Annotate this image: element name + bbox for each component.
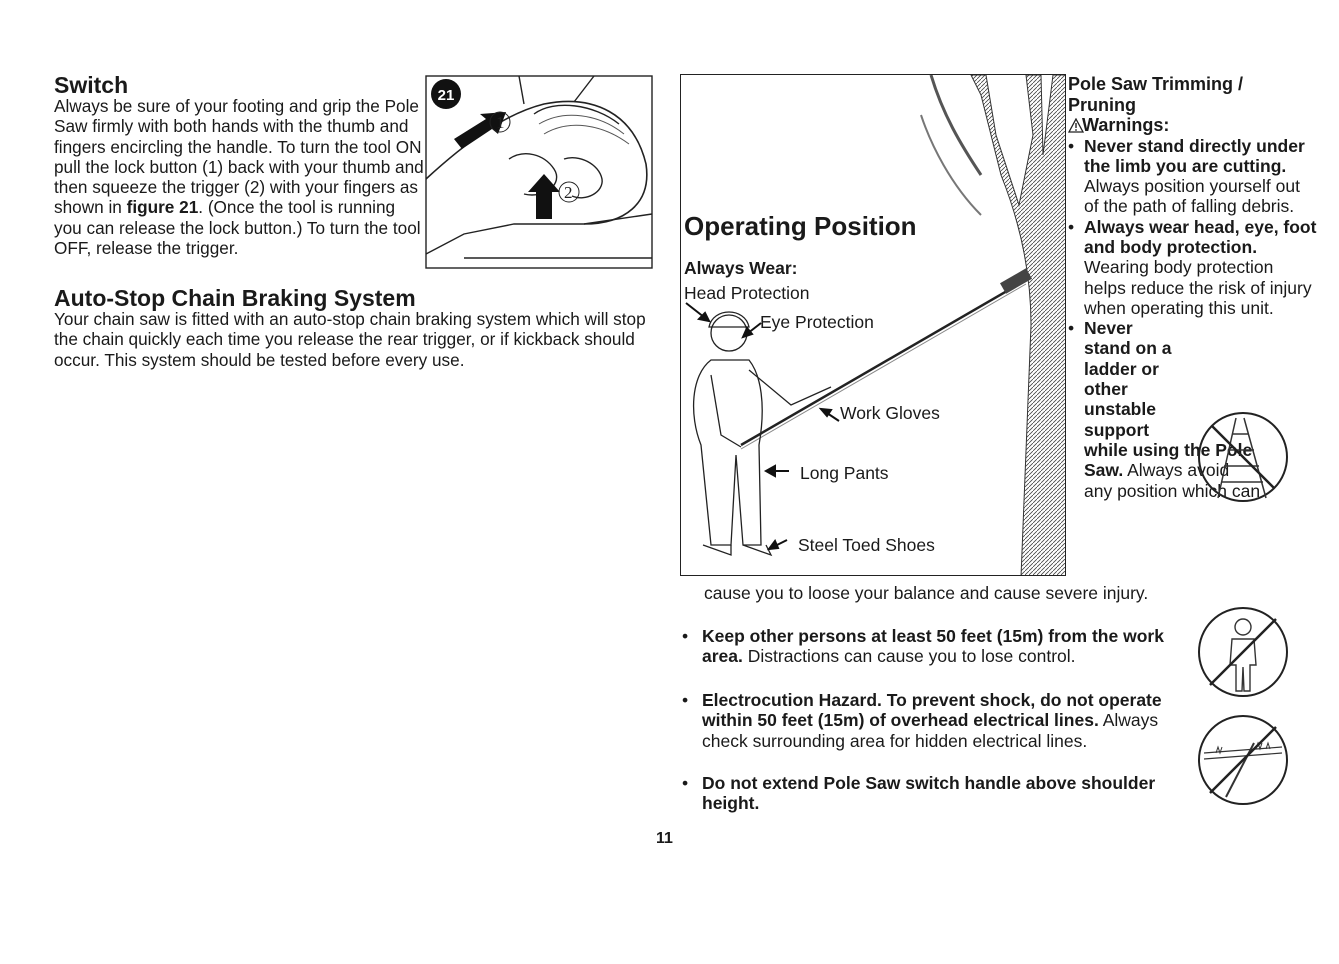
label-work-gloves: Work Gloves (840, 403, 940, 423)
figure-ref: figure 21 (126, 197, 199, 218)
bullet-2-bold: Electrocution Hazard. To prevent shock, do not operate within 50 feet (15m) of overhead electrical lines. (702, 690, 1162, 731)
bullet: • (682, 773, 689, 793)
warning-item-2 (1068, 217, 1318, 318)
switch-heading: Switch (54, 72, 129, 98)
warnings-label: Warnings: (1082, 115, 1170, 135)
bullet-electrocution-hazard (680, 690, 1180, 751)
callout-2: 2 (564, 183, 573, 202)
bullet: • (682, 626, 689, 646)
warning-3-bold-end: Saw. (1084, 460, 1124, 481)
warning-3-line: other (1084, 379, 1128, 400)
bullet: • (1068, 135, 1075, 156)
warning-3-line: unstable (1084, 399, 1156, 420)
callout-1: 1 (496, 113, 505, 132)
bullet: • (1068, 318, 1075, 339)
warning-3-continuation: cause you to loose your balance and cause severe injury. (704, 583, 1149, 603)
label-long-pants: Long Pants (800, 463, 889, 483)
warning-2-bold: Always wear head, eye, foot and body protection. (1084, 216, 1317, 257)
label-head-protection: Head Protection (684, 283, 810, 303)
warning-1-text: Always position yourself out of the path of falling debris. (1084, 176, 1300, 217)
warning-triangle-icon (1068, 118, 1084, 133)
warning-3-line: Never (1084, 318, 1133, 339)
page-number: 11 (656, 830, 673, 847)
bullet-2-text: Always check surrounding area for hidden electrical lines. (702, 710, 1159, 751)
label-steel-toed-shoes: Steel Toed Shoes (798, 535, 935, 555)
switch-text-2: . (Once the tool is running you can release the lock button.) To turn the tool OFF, release the trigger. (54, 197, 421, 259)
no-power-lines-icon (1196, 713, 1290, 807)
trimming-title-2: Pruning (1068, 94, 1136, 115)
operating-position-title: Operating Position (684, 211, 917, 241)
autostop-body: Your chain saw is fitted with an auto-stop chain braking system which will stop the chain quickly each time you release the rear trigger, or if kickback should occur. This system should be tested before every use. (54, 309, 646, 370)
trigger-arrow-icon (528, 174, 560, 219)
bullet-1-text: Distractions can cause you to lose control. (742, 646, 1076, 667)
switch-body (54, 96, 426, 258)
bullet: • (682, 690, 689, 710)
no-bystanders-icon (1196, 605, 1290, 699)
autostop-heading: Auto-Stop Chain Braking System (54, 285, 416, 311)
figure-badge-number: 21 (437, 87, 455, 104)
warning-3-line: stand on a (1084, 338, 1172, 359)
warning-3-text-b: any position which can (1084, 480, 1261, 501)
bullet-shoulder-height (680, 773, 1180, 814)
bullet: • (1068, 216, 1075, 237)
bullet-1-bold: Keep other persons at least 50 feet (15m) from the work area. (702, 626, 1164, 667)
bullet-keep-persons-away (680, 626, 1180, 667)
warnings-heading (1068, 115, 1318, 136)
bullet-3-bold: Do not extend Pole Saw switch handle above shoulder height. (702, 773, 1156, 814)
label-eye-protection: Eye Protection (760, 312, 874, 332)
switch-text-1: Always be sure of your footing and grip the Pole Saw firmly with both hands with the thumb and fingers encircling the handle. To turn the tool ON pull the lock button (1) back with your thumb and then squeeze the trigger (2) with your fingers as shown in (54, 96, 424, 218)
warning-3-line: support (1084, 419, 1150, 440)
warning-1-bold: Never stand directly under the limb you are cutting. (1084, 135, 1305, 176)
warning-2-text: Wearing body protection helps reduce the risk of injury when operating this unit. (1084, 257, 1312, 318)
no-ladder-icon (1196, 410, 1290, 504)
handle-illustration (424, 74, 654, 270)
warning-item-1 (1068, 136, 1318, 217)
warning-3-text-a: Always avoid (1123, 460, 1230, 481)
warning-3-line: while using the Pole (1084, 439, 1253, 460)
trimming-title-1: Pole Saw Trimming / (1068, 74, 1244, 94)
always-wear-label: Always Wear: (684, 258, 798, 278)
figure-21 (424, 74, 654, 270)
warning-3-line: ladder or (1084, 358, 1159, 379)
